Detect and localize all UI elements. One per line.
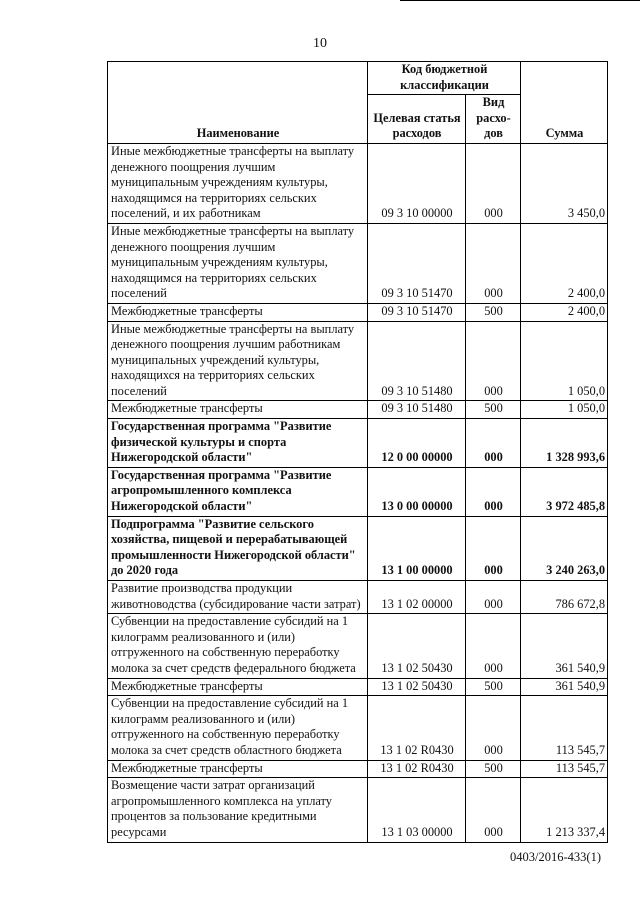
row-name: Иные межбюджетные трансферты на выплату денежного поощрения лучшим муниципальным учреждениям культуры, находящимся на территориях сельских поселений, и их работникам [108,143,368,223]
row-expense-type: 000 [466,419,521,468]
row-sum: 361 540,9 [521,614,608,678]
row-name: Иные межбюджетные трансферты на выплату денежного поощрения лучшим муниципальным учреждениям культуры, находящимся на территориях сельских поселений [108,223,368,303]
row-target-article: 12 0 00 00000 [368,419,466,468]
row-sum: 113 545,7 [521,696,608,760]
row-name: Межбюджетные трансферты [108,401,368,419]
row-sum: 2 400,0 [521,303,608,321]
table-row [108,678,608,696]
row-sum: 3 240 263,0 [521,516,608,580]
table-row [108,321,608,401]
header-name: Наименование [108,62,368,144]
row-target-article: 09 3 10 51470 [368,303,466,321]
row-target-article: 09 3 10 00000 [368,143,466,223]
row-expense-type: 000 [466,614,521,678]
row-name: Иные межбюджетные трансферты на выплату денежного поощрения лучшим работникам муниципальных учреждений культуры, находящихся на территориях сельских поселений [108,321,368,401]
row-target-article: 13 1 03 00000 [368,778,466,842]
table-row [108,516,608,580]
row-name: Развитие производства продукции животноводства (субсидирование части затрат) [108,581,368,614]
row-target-article: 09 3 10 51480 [368,401,466,419]
row-name: Государственная программа "Развитие агропромышленного комплекса Нижегородской области" [108,467,368,516]
row-expense-type: 500 [466,303,521,321]
row-target-article: 09 3 10 51480 [368,321,466,401]
row-target-article: 13 1 02 00000 [368,581,466,614]
table-row [108,223,608,303]
row-name: Межбюджетные трансферты [108,678,368,696]
row-name: Межбюджетные трансферты [108,760,368,778]
row-sum: 113 545,7 [521,760,608,778]
table-row [108,696,608,760]
row-target-article: 13 1 02 R0430 [368,696,466,760]
row-expense-type: 000 [466,321,521,401]
row-target-article: 13 1 02 R0430 [368,760,466,778]
row-sum: 3 450,0 [521,143,608,223]
row-sum: 3 972 485,8 [521,467,608,516]
row-expense-type: 000 [466,696,521,760]
row-expense-type: 000 [466,223,521,303]
table-row [108,419,608,468]
row-target-article: 13 1 00 00000 [368,516,466,580]
row-name: Возмещение части затрат организаций агропромышленного комплекса на уплату процентов за пользование кредитными ресурсами [108,778,368,842]
row-expense-type: 000 [466,467,521,516]
header-expense-type: Вид расхо-дов [466,95,521,144]
row-expense-type: 000 [466,778,521,842]
row-name: Субвенции на предоставление субсидий на 1 килограмм реализованного и (или) отгруженного на собственную переработку молока за счет средств областного бюджета [108,696,368,760]
table-row [108,303,608,321]
row-expense-type: 000 [466,516,521,580]
row-name: Государственная программа "Развитие физической культуры и спорта Нижегородской области" [108,419,368,468]
page-number: 10 [313,36,327,51]
row-sum: 1 050,0 [521,321,608,401]
row-expense-type: 000 [466,143,521,223]
footer-document-code: 0403/2016-433(1) [510,850,601,864]
row-target-article: 13 1 02 50430 [368,614,466,678]
row-target-article: 13 1 02 50430 [368,678,466,696]
row-name: Межбюджетные трансферты [108,303,368,321]
row-name: Субвенции на предоставление субсидий на 1 килограмм реализованного и (или) отгруженного на собственную переработку молока за счет средств федерального бюджета [108,614,368,678]
row-sum: 1 050,0 [521,401,608,419]
header-sum: Сумма [521,62,608,144]
table-row [108,760,608,778]
table-row [108,778,608,842]
budget-table [107,61,608,843]
header-row-1 [108,62,608,95]
row-target-article: 09 3 10 51470 [368,223,466,303]
top-rule [400,0,640,1]
row-sum: 1 213 337,4 [521,778,608,842]
table-row [108,467,608,516]
row-sum: 361 540,9 [521,678,608,696]
header-code-group: Код бюджетной классификации [368,62,521,95]
row-expense-type: 500 [466,678,521,696]
row-expense-type: 000 [466,581,521,614]
row-expense-type: 500 [466,401,521,419]
table-row [108,143,608,223]
table-row [108,401,608,419]
row-sum: 1 328 993,6 [521,419,608,468]
row-name: Подпрограмма "Развитие сельского хозяйства, пищевой и перерабатывающей промышленности Нижегородской области" до 2020 года [108,516,368,580]
row-sum: 2 400,0 [521,223,608,303]
row-sum: 786 672,8 [521,581,608,614]
table-row [108,614,608,678]
header-target-article: Целевая статья расходов [368,95,466,144]
row-target-article: 13 0 00 00000 [368,467,466,516]
row-expense-type: 500 [466,760,521,778]
table-row [108,581,608,614]
